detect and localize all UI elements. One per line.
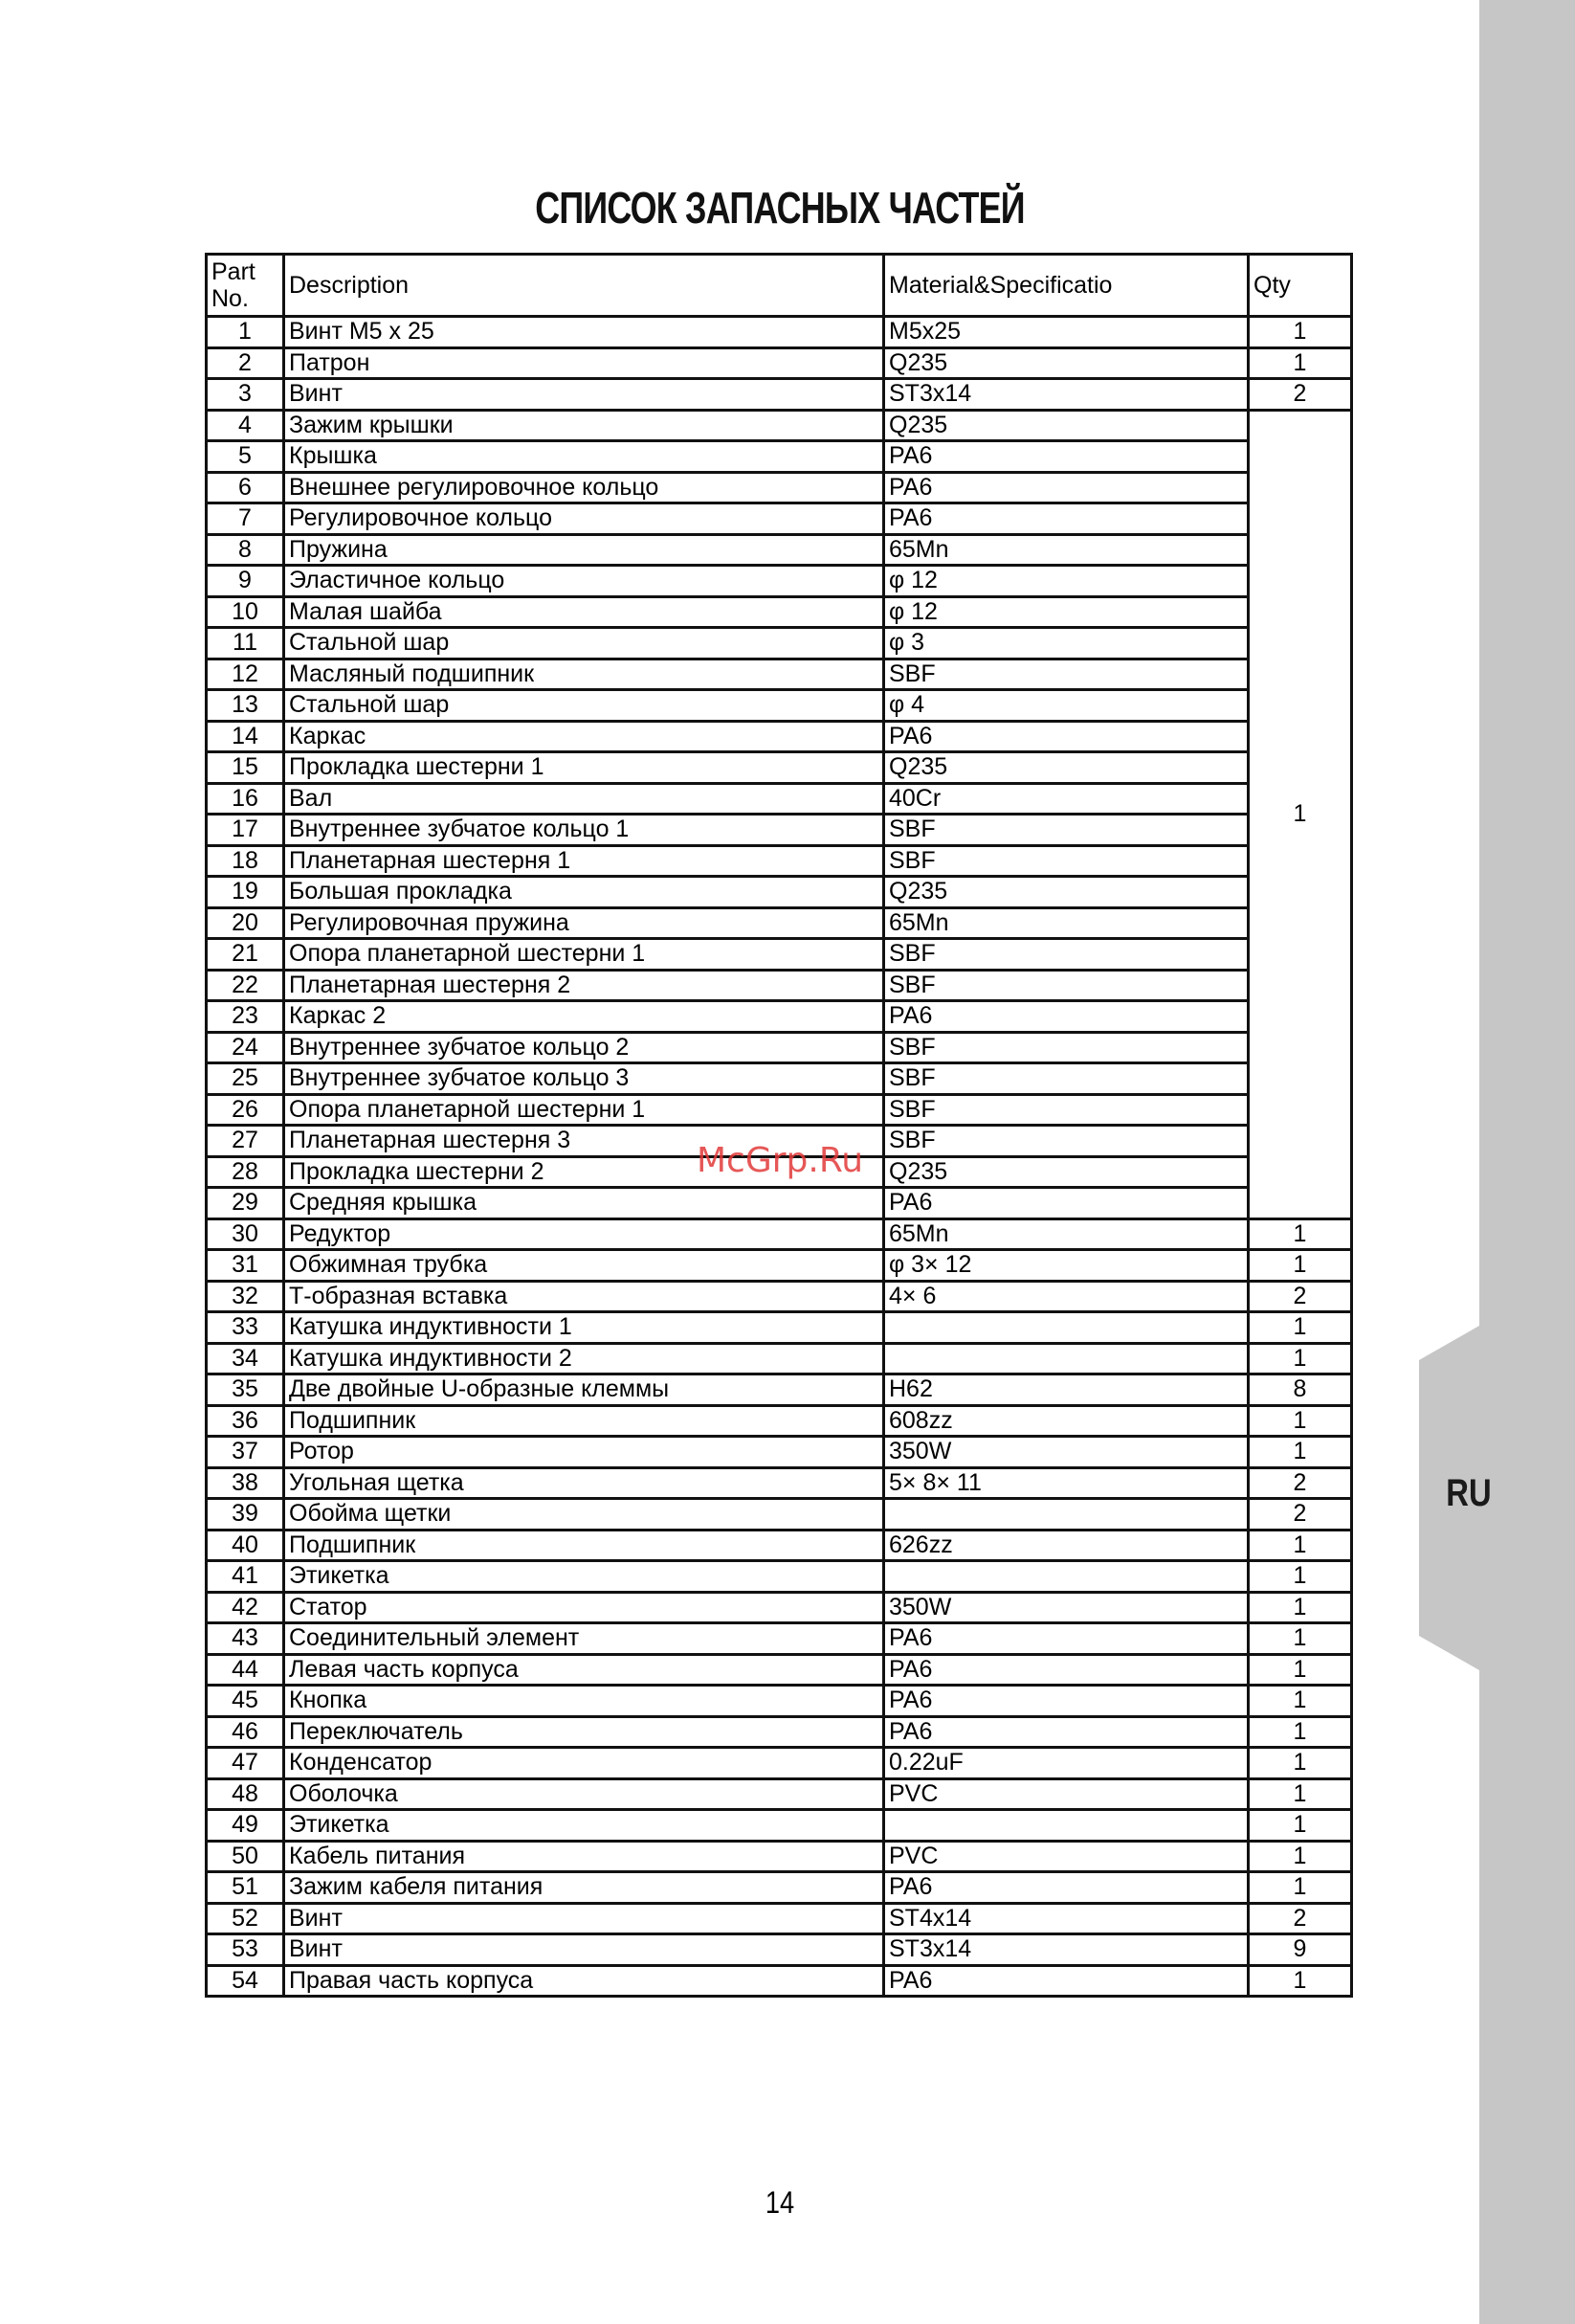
cell-description: Оболочка	[284, 1778, 884, 1810]
table-row	[207, 441, 1352, 473]
cell-part-no: 18	[207, 845, 284, 877]
cell-qty: 8	[1249, 1374, 1352, 1406]
cell-material: φ 3× 12	[884, 1250, 1249, 1282]
table-row	[207, 939, 1352, 971]
cell-material: Q235	[884, 877, 1249, 908]
table-row	[207, 317, 1352, 348]
table-row	[207, 1716, 1352, 1748]
cell-description: Зажим кабеля питания	[284, 1872, 884, 1904]
cell-qty: 1	[1249, 1437, 1352, 1468]
cell-part-no: 19	[207, 877, 284, 908]
cell-description: Т-образная вставка	[284, 1281, 884, 1312]
cell-part-no: 38	[207, 1467, 284, 1499]
cell-part-no: 34	[207, 1343, 284, 1374]
cell-description: Угольная щетка	[284, 1467, 884, 1499]
table-row	[207, 1467, 1352, 1499]
cell-qty: 1	[1249, 1654, 1352, 1686]
header-part-no-line1: Part	[211, 258, 255, 285]
cell-material: SBF	[884, 1094, 1249, 1126]
cell-description: Переключатель	[284, 1716, 884, 1748]
cell-description: Малая шайба	[284, 596, 884, 628]
table-row	[207, 472, 1352, 503]
cell-material: 0.22uF	[884, 1748, 1249, 1779]
cell-description: Регулировочное кольцо	[284, 503, 884, 535]
table-row	[207, 410, 1352, 441]
table-row	[207, 1841, 1352, 1872]
cell-description: Две двойные U-образные клеммы	[284, 1374, 884, 1406]
cell-description: Соединительный элемент	[284, 1623, 884, 1655]
cell-material: PA6	[884, 503, 1249, 535]
cell-qty: 1	[1249, 1343, 1352, 1374]
cell-qty: 1	[1249, 1810, 1352, 1842]
cell-part-no: 25	[207, 1063, 284, 1095]
cell-material: 65Mn	[884, 1218, 1249, 1250]
cell-description: Масляный подшипник	[284, 659, 884, 690]
table-row	[207, 1405, 1352, 1437]
table-row	[207, 1934, 1352, 1966]
cell-description: Прокладка шестерни 1	[284, 752, 884, 784]
cell-description: Подшипник	[284, 1405, 884, 1437]
cell-description: Стальной шар	[284, 628, 884, 659]
cell-material: Q235	[884, 347, 1249, 379]
cell-part-no: 22	[207, 970, 284, 1001]
cell-qty: 1	[1249, 1778, 1352, 1810]
cell-part-no: 31	[207, 1250, 284, 1282]
cell-material: SBF	[884, 845, 1249, 877]
table-row	[207, 721, 1352, 752]
cell-part-no: 39	[207, 1499, 284, 1531]
cell-part-no: 40	[207, 1530, 284, 1561]
header-qty: Qty	[1249, 255, 1352, 317]
parts-table	[205, 253, 1353, 1998]
table-row	[207, 845, 1352, 877]
cell-description: Опора планетарной шестерни 1	[284, 1094, 884, 1126]
cell-description: Вал	[284, 783, 884, 815]
cell-material: PA6	[884, 1623, 1249, 1655]
table-row	[207, 1592, 1352, 1623]
cell-description: Внутреннее зубчатое кольцо 2	[284, 1032, 884, 1063]
cell-description: Катушка индуктивности 1	[284, 1312, 884, 1344]
cell-description: Внутреннее зубчатое кольцо 1	[284, 815, 884, 846]
table-row	[207, 628, 1352, 659]
cell-part-no: 15	[207, 752, 284, 784]
header-material: Material&Specificatio	[884, 255, 1249, 317]
table-row	[207, 1250, 1352, 1282]
cell-material: PA6	[884, 1001, 1249, 1033]
cell-material	[884, 1810, 1249, 1842]
table-row	[207, 1499, 1352, 1531]
cell-part-no: 46	[207, 1716, 284, 1748]
table-row	[207, 1032, 1352, 1063]
cell-qty: 1	[1249, 1965, 1352, 1997]
table-row	[207, 1188, 1352, 1219]
cell-part-no: 47	[207, 1748, 284, 1779]
cell-description: Левая часть корпуса	[284, 1654, 884, 1686]
table-row	[207, 1001, 1352, 1033]
cell-material: H62	[884, 1374, 1249, 1406]
table-row	[207, 1530, 1352, 1561]
cell-material: PVC	[884, 1841, 1249, 1872]
cell-part-no: 27	[207, 1126, 284, 1157]
cell-description: Опора планетарной шестерни 1	[284, 939, 884, 971]
table-row	[207, 1872, 1352, 1904]
cell-description: Патрон	[284, 347, 884, 379]
table-row	[207, 1654, 1352, 1686]
cell-material	[884, 1343, 1249, 1374]
table-row	[207, 1686, 1352, 1717]
cell-part-no: 53	[207, 1934, 284, 1966]
cell-qty: 9	[1249, 1934, 1352, 1966]
cell-description: Статор	[284, 1592, 884, 1623]
cell-description: Внутреннее зубчатое кольцо 3	[284, 1063, 884, 1095]
cell-description: Внешнее регулировочное кольцо	[284, 472, 884, 503]
table-row	[207, 1312, 1352, 1344]
cell-part-no: 54	[207, 1965, 284, 1997]
table-row	[207, 815, 1352, 846]
cell-material: SBF	[884, 815, 1249, 846]
header-part-no-line2: No.	[211, 285, 249, 312]
cell-part-no: 51	[207, 1872, 284, 1904]
table-row	[207, 783, 1352, 815]
cell-part-no: 32	[207, 1281, 284, 1312]
side-strip	[1479, 0, 1575, 2324]
cell-part-no: 4	[207, 410, 284, 441]
cell-part-no: 10	[207, 596, 284, 628]
table-row	[207, 1374, 1352, 1406]
table-row	[207, 379, 1352, 411]
cell-part-no: 49	[207, 1810, 284, 1842]
cell-description: Винт M5 x 25	[284, 317, 884, 348]
cell-part-no: 16	[207, 783, 284, 815]
cell-description: Эластичное кольцо	[284, 566, 884, 597]
cell-material: 5× 8× 11	[884, 1467, 1249, 1499]
cell-qty: 1	[1249, 1218, 1352, 1250]
cell-material: SBF	[884, 1126, 1249, 1157]
cell-qty: 1	[1249, 1716, 1352, 1748]
cell-material: SBF	[884, 1063, 1249, 1095]
cell-part-no: 50	[207, 1841, 284, 1872]
cell-material: M5x25	[884, 317, 1249, 348]
cell-material: SBF	[884, 659, 1249, 690]
cell-material: 65Mn	[884, 907, 1249, 939]
cell-part-no: 13	[207, 690, 284, 722]
table-row	[207, 752, 1352, 784]
cell-material: φ 12	[884, 566, 1249, 597]
cell-part-no: 28	[207, 1156, 284, 1188]
cell-qty: 2	[1249, 1499, 1352, 1531]
cell-part-no: 30	[207, 1218, 284, 1250]
cell-part-no: 3	[207, 379, 284, 411]
cell-qty: 2	[1249, 1903, 1352, 1934]
cell-material: PA6	[884, 1965, 1249, 1997]
cell-qty: 1	[1249, 1405, 1352, 1437]
cell-part-no: 21	[207, 939, 284, 971]
cell-material: PA6	[884, 1654, 1249, 1686]
cell-material: Q235	[884, 752, 1249, 784]
cell-material: φ 12	[884, 596, 1249, 628]
cell-part-no: 1	[207, 317, 284, 348]
table-row	[207, 659, 1352, 690]
cell-qty: 1	[1249, 1530, 1352, 1561]
cell-part-no: 35	[207, 1374, 284, 1406]
header-description: Description	[284, 255, 884, 317]
cell-description: Средняя крышка	[284, 1188, 884, 1219]
cell-material: φ 3	[884, 628, 1249, 659]
table-row	[207, 1063, 1352, 1095]
page-number: 14	[765, 2185, 795, 2220]
cell-part-no: 41	[207, 1561, 284, 1593]
cell-part-no: 9	[207, 566, 284, 597]
cell-part-no: 11	[207, 628, 284, 659]
cell-material: PA6	[884, 1716, 1249, 1748]
cell-description: Пружина	[284, 534, 884, 566]
table-row	[207, 503, 1352, 535]
cell-description: Редуктор	[284, 1218, 884, 1250]
table-row	[207, 534, 1352, 566]
cell-description: Ротор	[284, 1437, 884, 1468]
table-row	[207, 970, 1352, 1001]
table-row	[207, 1094, 1352, 1126]
cell-part-no: 37	[207, 1437, 284, 1468]
cell-qty: 1	[1249, 1312, 1352, 1344]
cell-description: Винт	[284, 1934, 884, 1966]
page-title: СПИСОК ЗАПАСНЫХ ЧАСТЕЙ	[535, 183, 1025, 233]
cell-part-no: 26	[207, 1094, 284, 1126]
cell-material: PA6	[884, 441, 1249, 473]
cell-qty: 1	[1249, 347, 1352, 379]
cell-description: Этикетка	[284, 1561, 884, 1593]
table-row	[207, 1810, 1352, 1842]
cell-material: Q235	[884, 1156, 1249, 1188]
cell-material: φ 4	[884, 690, 1249, 722]
cell-description: Винт	[284, 1903, 884, 1934]
cell-description: Планетарная шестерня 2	[284, 970, 884, 1001]
cell-description: Зажим крышки	[284, 410, 884, 441]
cell-material	[884, 1561, 1249, 1593]
cell-part-no: 29	[207, 1188, 284, 1219]
cell-material: PVC	[884, 1778, 1249, 1810]
cell-qty: 2	[1249, 1281, 1352, 1312]
cell-part-no: 52	[207, 1903, 284, 1934]
cell-part-no: 24	[207, 1032, 284, 1063]
cell-part-no: 12	[207, 659, 284, 690]
table-row	[207, 1903, 1352, 1934]
cell-qty: 1	[1249, 1748, 1352, 1779]
cell-material: Q235	[884, 410, 1249, 441]
cell-description: Винт	[284, 379, 884, 411]
cell-material: ST4x14	[884, 1903, 1249, 1934]
cell-part-no: 33	[207, 1312, 284, 1344]
cell-description: Прокладка шестерни 2	[284, 1156, 884, 1188]
cell-qty: 1	[1249, 1250, 1352, 1282]
cell-description: Кабель питания	[284, 1841, 884, 1872]
language-label: RU	[1446, 1472, 1492, 1514]
table-row	[207, 596, 1352, 628]
table-row	[207, 566, 1352, 597]
cell-description: Крышка	[284, 441, 884, 473]
cell-description: Планетарная шестерня 1	[284, 845, 884, 877]
cell-material: SBF	[884, 1032, 1249, 1063]
table-row	[207, 1218, 1352, 1250]
cell-material: 40Cr	[884, 783, 1249, 815]
cell-material: PA6	[884, 1686, 1249, 1717]
cell-description: Большая прокладка	[284, 877, 884, 908]
table-row	[207, 1778, 1352, 1810]
cell-material: PA6	[884, 472, 1249, 503]
cell-part-no: 5	[207, 441, 284, 473]
cell-description: Обойма щетки	[284, 1499, 884, 1531]
table-row	[207, 1748, 1352, 1779]
table-row	[207, 877, 1352, 908]
table-row	[207, 1965, 1352, 1997]
cell-part-no: 2	[207, 347, 284, 379]
cell-part-no: 44	[207, 1654, 284, 1686]
cell-qty: 2	[1249, 1467, 1352, 1499]
cell-part-no: 42	[207, 1592, 284, 1623]
cell-qty: 1	[1249, 1561, 1352, 1593]
cell-qty: 1	[1249, 1872, 1352, 1904]
cell-material: 350W	[884, 1592, 1249, 1623]
table-row	[207, 907, 1352, 939]
cell-description: Правая часть корпуса	[284, 1965, 884, 1997]
cell-qty: 1	[1249, 1841, 1352, 1872]
cell-description: Регулировочная пружина	[284, 907, 884, 939]
table-row	[207, 1623, 1352, 1655]
cell-part-no: 14	[207, 721, 284, 752]
cell-material: 626zz	[884, 1530, 1249, 1561]
cell-material: PA6	[884, 721, 1249, 752]
header-part-no	[207, 255, 284, 317]
cell-material	[884, 1499, 1249, 1531]
cell-qty: 1	[1249, 1623, 1352, 1655]
cell-qty: 1	[1249, 1592, 1352, 1623]
cell-material: SBF	[884, 970, 1249, 1001]
cell-qty: 1	[1249, 1686, 1352, 1717]
table-row	[207, 690, 1352, 722]
cell-description: Каркас 2	[284, 1001, 884, 1033]
cell-description: Катушка индуктивности 2	[284, 1343, 884, 1374]
cell-part-no: 6	[207, 472, 284, 503]
cell-qty-merged: 1	[1249, 410, 1352, 1218]
table-row	[207, 347, 1352, 379]
watermark-text: McGrp.Ru	[697, 1141, 864, 1180]
cell-part-no: 17	[207, 815, 284, 846]
cell-qty: 2	[1249, 379, 1352, 411]
cell-description: Конденсатор	[284, 1748, 884, 1779]
table-row	[207, 1343, 1352, 1374]
cell-material: ST3x14	[884, 379, 1249, 411]
cell-description: Каркас	[284, 721, 884, 752]
cell-material: PA6	[884, 1872, 1249, 1904]
table-header-row	[207, 255, 1352, 317]
cell-part-no: 43	[207, 1623, 284, 1655]
cell-part-no: 36	[207, 1405, 284, 1437]
cell-part-no: 7	[207, 503, 284, 535]
cell-material: 4× 6	[884, 1281, 1249, 1312]
cell-qty: 1	[1249, 317, 1352, 348]
cell-material: 350W	[884, 1437, 1249, 1468]
cell-description: Этикетка	[284, 1810, 884, 1842]
cell-material: ST3x14	[884, 1934, 1249, 1966]
cell-part-no: 20	[207, 907, 284, 939]
cell-material: 65Mn	[884, 534, 1249, 566]
cell-part-no: 48	[207, 1778, 284, 1810]
cell-part-no: 8	[207, 534, 284, 566]
table-row	[207, 1281, 1352, 1312]
cell-part-no: 45	[207, 1686, 284, 1717]
cell-part-no: 23	[207, 1001, 284, 1033]
table-row	[207, 1437, 1352, 1468]
table-row	[207, 1561, 1352, 1593]
cell-description: Подшипник	[284, 1530, 884, 1561]
cell-description: Планетарная шестерня 3	[284, 1126, 884, 1157]
cell-material: SBF	[884, 939, 1249, 971]
cell-material: 608zz	[884, 1405, 1249, 1437]
cell-description: Обжимная трубка	[284, 1250, 884, 1282]
cell-material	[884, 1312, 1249, 1344]
cell-material: PA6	[884, 1188, 1249, 1219]
cell-description: Кнопка	[284, 1686, 884, 1717]
cell-description: Стальной шар	[284, 690, 884, 722]
